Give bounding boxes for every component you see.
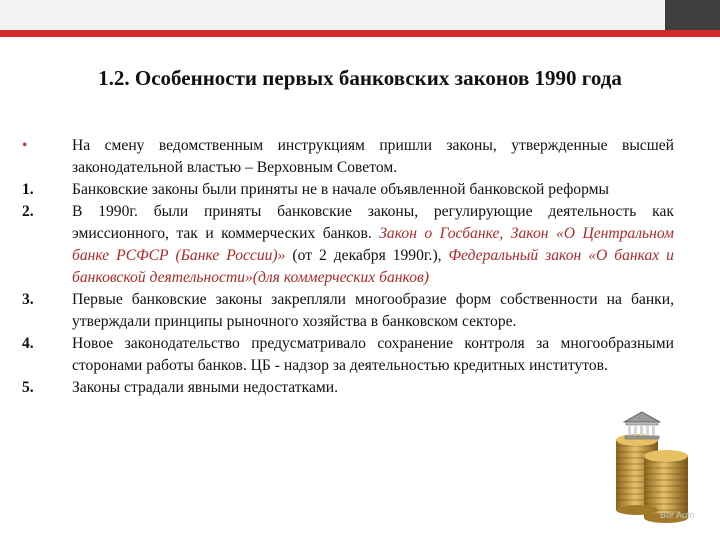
list-item (22, 333, 674, 377)
list-item (22, 135, 674, 179)
list-marker: 1. (22, 181, 34, 198)
list-item-text: В 1990г. были приняты банковские законы, регулирующие деятельность как эмиссионного, так и коммерческих банков. (72, 203, 674, 242)
list-marker: • (22, 137, 28, 154)
list-item-text: Законы страдали явными недостатками. (72, 379, 338, 396)
list-marker: 2. (22, 203, 34, 220)
list-marker: 5. (22, 379, 34, 396)
list-item-text: Банковские законы были приняты не в начале объявленной банковской реформы (72, 181, 610, 198)
list-marker: 4. (22, 335, 34, 352)
list-item (22, 289, 674, 333)
list-item-text: На смену ведомственным инструкциям пришли законы, утвержденные высшей законодательной властью – Верховным Советом. (72, 137, 674, 176)
list-item (22, 377, 674, 399)
content-list (22, 135, 674, 399)
law-names-highlight: Закон о Госбанке, Закон «О Центральном банке РСФСР (Банке России)» (72, 225, 674, 264)
top-bar-light (0, 0, 665, 30)
list-item-text-date: (от 2 декабря 1990г.), (292, 247, 442, 264)
coin-stack-with-bank-icon (608, 400, 698, 525)
slide-title: 1.2. Особенности первых банковских законов 1990 года (98, 66, 622, 90)
list-item-text: Первые банковские законы закрепляли многообразие форм собственности на банки, утверждали принципы рыночного хозяйства в банковском секторе. (72, 291, 674, 330)
list-item (22, 179, 674, 201)
list-marker: 3. (22, 291, 34, 308)
federal-law-highlight: Федеральный закон «О банках и банковской деятельности»(для коммерческих банков) (72, 247, 674, 286)
list-item (22, 201, 674, 289)
top-bar-red-stripe (0, 30, 720, 37)
watermark-text: Bor Auto (660, 510, 695, 520)
list-item-text: Новое законодательство предусматривало сохранение контроля за многообразными сторонами работы банков. ЦБ - надзор за деятельностью кредитных институтов. (72, 335, 674, 374)
